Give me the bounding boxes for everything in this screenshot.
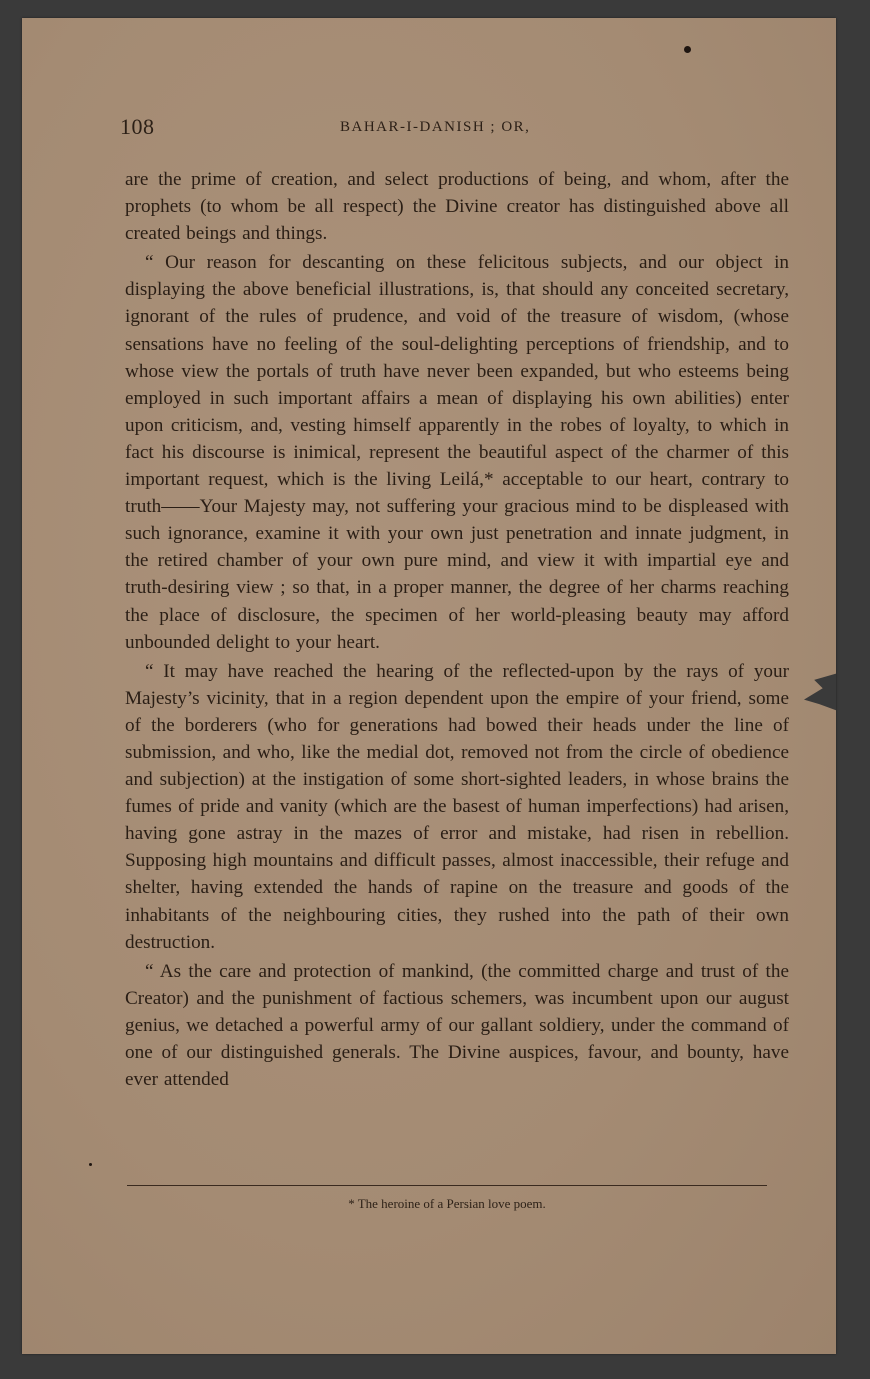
footnote-rule xyxy=(127,1185,767,1186)
ink-spot xyxy=(89,1163,92,1166)
paragraph-1: are the prime of creation, and select productions of being, and whom, after the prophets (to whom be all respect) the Divine creator has distinguished above all created beings and things. xyxy=(125,169,789,245)
book-page xyxy=(22,18,836,1354)
body-text xyxy=(125,166,789,1093)
paragraph-3: “ It may have reached the hearing of the reflected-upon by the rays of your Majesty’s vicinity, that in a region dependent upon the empire of your friend, some of the borderers (who for generations had bowed their heads under the line of submission, and who, like the medial dot, removed not from the circle of obedience and subjection) at the instigation of some short-sighted leaders, in whose brains the fumes of pride and vanity (which are the basest of human imperfections) had arisen, having gone astray in the mazes of error and mistake, had risen in rebellion. Supposing high mountains and difficult passes, almost inaccessible, their refuge and shelter, having extended the hands of rapine on the treasure and goods of the inhabitants of the neighbouring cities, they rushed into the path of their own destruction. xyxy=(125,660,789,953)
page-header xyxy=(120,114,790,146)
paragraph-4: “ As the care and protection of mankind, (the committed charge and trust of the Creator) and the punishment of factious schemers, was incumbent upon our august genius, we detached a powerful army of our gallant soldiery, under the command of one of our distinguished generals. The Divine auspices, favour, and bounty, have ever attended xyxy=(125,960,789,1091)
page-tear xyxy=(804,673,836,711)
running-head: BAHAR-I-DANISH ; OR, xyxy=(340,119,531,135)
ink-spot xyxy=(684,46,691,53)
paragraph-2: “ Our reason for descanting on these felicitous subjects, and our object in displaying the above beneficial illustrations, is, that should any conceited secretary, ignorant of the rules of prudence, and void of the treasure of wisdom, (whose sensations have no feeling of the soul-delighting perceptions of friendship, and to whose view the portals of truth have never been expanded, but who esteems being employed in such important affairs a mean of displaying his own abilities) enter upon criticism, and, vesting himself apparently in the robes of loyalty, to which in fact his discourse is inimical, represent the beautiful aspect of the charmer of this important request, which is the living Leilá,* acceptable to our heart, contrary to truth——Your Majesty may, not suffering your gracious mind to be displeased with such ignorance, examine it with your own just penetration and innate judgment, in the retired chamber of your own pure mind, and view it with impartial eye and truth-desiring view ; so that, in a proper manner, the degree of her charms reaching the place of disclosure, the specimen of her world-pleasing beauty may afford unbounded delight to your heart. xyxy=(125,252,789,653)
page-number: 108 xyxy=(120,114,155,139)
footnote: * The heroine of a Persian love poem. xyxy=(348,1196,546,1211)
